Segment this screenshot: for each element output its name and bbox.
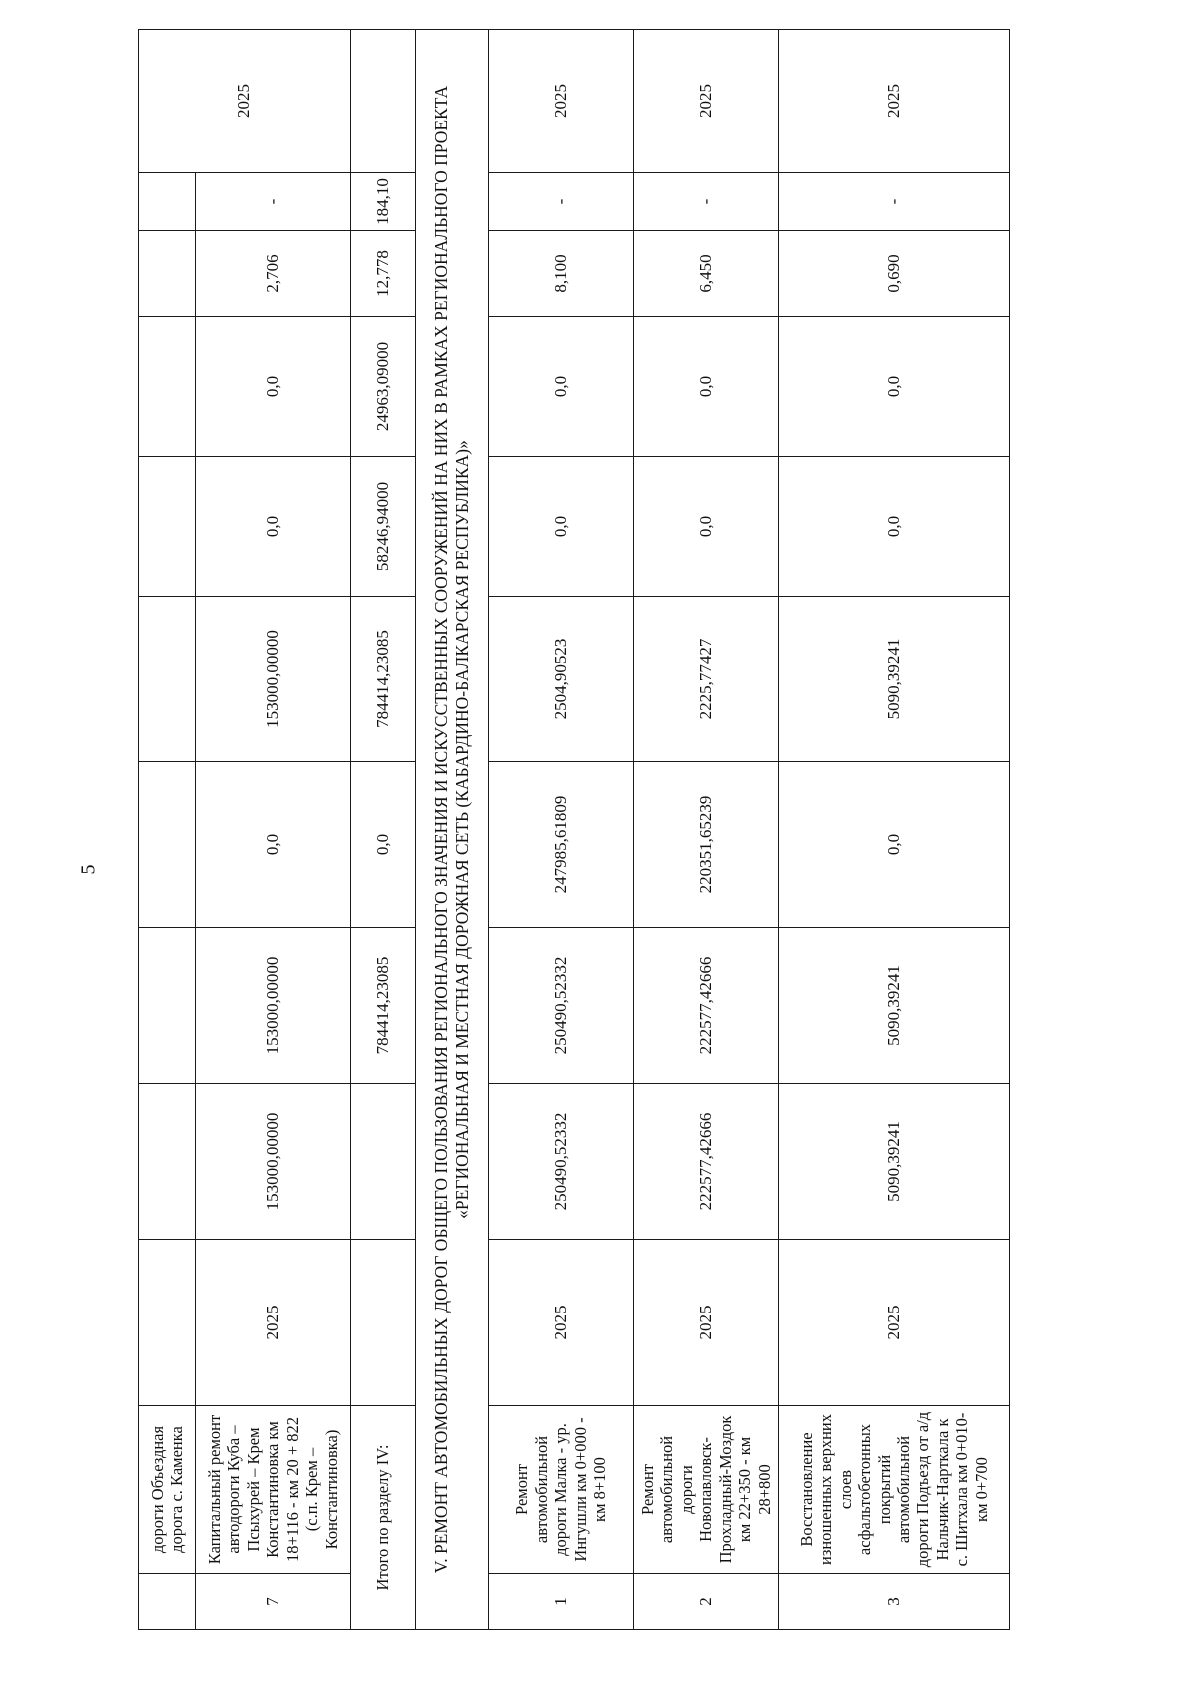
cell-c4 (139, 928, 196, 1084)
cell-c11: 2025 (634, 30, 779, 173)
cell-c4: 222577,42666 (634, 928, 779, 1084)
cell-c5: 0,0 (779, 762, 1010, 928)
cell-c6: 784414,23085 (351, 597, 416, 762)
cell-c9: 2,706 (196, 231, 351, 317)
cell-no: 1 (489, 1574, 634, 1630)
cell-c7 (139, 457, 196, 597)
cell-c5: 247985,61809 (489, 762, 634, 928)
cell-c3: 153000,00000 (196, 1084, 351, 1240)
cell-c7: 0,0 (196, 457, 351, 597)
cell-c5 (139, 762, 196, 928)
cell-year (351, 1240, 416, 1406)
page-number: 5 (77, 864, 100, 875)
cell-name: Восстановление изношенных верхних слоев асфальтобетонных покрытий автомобильной дороги Подъезд от а/д Нальчик-Нарткала к с. Шитхала км 0+010-км 0+700 (779, 1406, 1010, 1574)
cell-c7: 58246,94000 (351, 457, 416, 597)
rotated-table-wrapper (138, 30, 1128, 1630)
cell-c4: 5090,39241 (779, 928, 1010, 1084)
cell-name: дороги Объездная дорога с. Каменка (139, 1406, 196, 1574)
cell-c10: 184,10 (351, 173, 416, 231)
cell-c3 (139, 1084, 196, 1240)
cell-c8: 0,0 (196, 317, 351, 457)
cell-c8 (139, 317, 196, 457)
cell-c6: 2504,90523 (489, 597, 634, 762)
cell-year: 2025 (779, 1240, 1010, 1406)
cell-c6 (139, 597, 196, 762)
cell-no: 3 (779, 1574, 1010, 1630)
cell-c4: 784414,23085 (351, 928, 416, 1084)
cell-c4: 250490,52332 (489, 928, 634, 1084)
cell-c9 (139, 231, 196, 317)
cell-c4: 153000,00000 (196, 928, 351, 1084)
section-title: V. РЕМОНТ АВТОМОБИЛЬНЫХ ДОРОГ ОБЩЕГО ПОЛЬЗОВАНИЯ РЕГИОНАЛЬНОГО ЗНАЧЕНИЯ И ИСКУССТВЕННЫХ СООРУЖЕНИЙ НА НИХ В РАМКАХ РЕГИОНАЛЬНОГО ПРОЕКТА «РЕГИОНАЛЬНАЯ И МЕСТНАЯ ДОРОЖНАЯ СЕТЬ (КАБАРДИНО-БАЛКАРСКАЯ РЕСПУБЛИКА)» (416, 30, 489, 1630)
cell-c5: 0,0 (196, 762, 351, 928)
cell-c8: 0,0 (489, 317, 634, 457)
cell-c7: 0,0 (634, 457, 779, 597)
cell-c8: 0,0 (634, 317, 779, 457)
works-table (138, 29, 1010, 1630)
cell-c9: 12,778 (351, 231, 416, 317)
total-row (351, 30, 416, 1630)
cell-c8: 24963,09000 (351, 317, 416, 457)
cell-c3: 5090,39241 (779, 1084, 1010, 1240)
cell-c5: 220351,65239 (634, 762, 779, 928)
cell-year (139, 1240, 196, 1406)
cell-c9: 0,690 (779, 231, 1010, 317)
section-row (416, 30, 489, 1630)
cell-c11 (351, 30, 416, 173)
cell-no: 2 (634, 1574, 779, 1630)
cell-c7: 0,0 (489, 457, 634, 597)
cell-name: Ремонт автомобильной дороги Новопавловск-Прохладный-Моздок км 22+350 - км 28+800 (634, 1406, 779, 1574)
cell-c11: 2025 (489, 30, 634, 173)
table-row (139, 30, 196, 1630)
cell-c8: 0,0 (779, 317, 1010, 457)
cell-name: Капитальный ремонт автодороги Куба – Псыхурей – Крем Константиновка км 18+116 - км 20 + 822 (с.п. Крем – Константиновка) (196, 1406, 351, 1574)
cell-c6: 2225,77427 (634, 597, 779, 762)
cell-c9: 8,100 (489, 231, 634, 317)
cell-c10: - (779, 173, 1010, 231)
cell-c10: - (489, 173, 634, 231)
cell-no: 7 (196, 1574, 351, 1630)
cell-c3: 222577,42666 (634, 1084, 779, 1240)
cell-c3 (351, 1084, 416, 1240)
cell-c6: 5090,39241 (779, 597, 1010, 762)
cell-c6: 153000,00000 (196, 597, 351, 762)
total-label: Итого по разделу IV: (351, 1406, 416, 1630)
cell-c9: 6,450 (634, 231, 779, 317)
cell-year: 2025 (634, 1240, 779, 1406)
cell-c10: - (196, 173, 351, 231)
cell-c10 (139, 173, 196, 231)
cell-year: 2025 (196, 1240, 351, 1406)
cell-c11: 2025 (139, 30, 351, 173)
cell-c10: - (634, 173, 779, 231)
cell-no (139, 1574, 196, 1630)
table-row (489, 30, 634, 1630)
cell-year: 2025 (489, 1240, 634, 1406)
table-row (779, 30, 1010, 1630)
cell-c7: 0,0 (779, 457, 1010, 597)
cell-c5: 0,0 (351, 762, 416, 928)
cell-name: Ремонт автомобильной дороги Малка - ур. Ингушли км 0+000 - км 8+100 (489, 1406, 634, 1574)
cell-c3: 250490,52332 (489, 1084, 634, 1240)
table-row (634, 30, 779, 1630)
table-row (196, 30, 351, 1630)
cell-c11: 2025 (779, 30, 1010, 173)
